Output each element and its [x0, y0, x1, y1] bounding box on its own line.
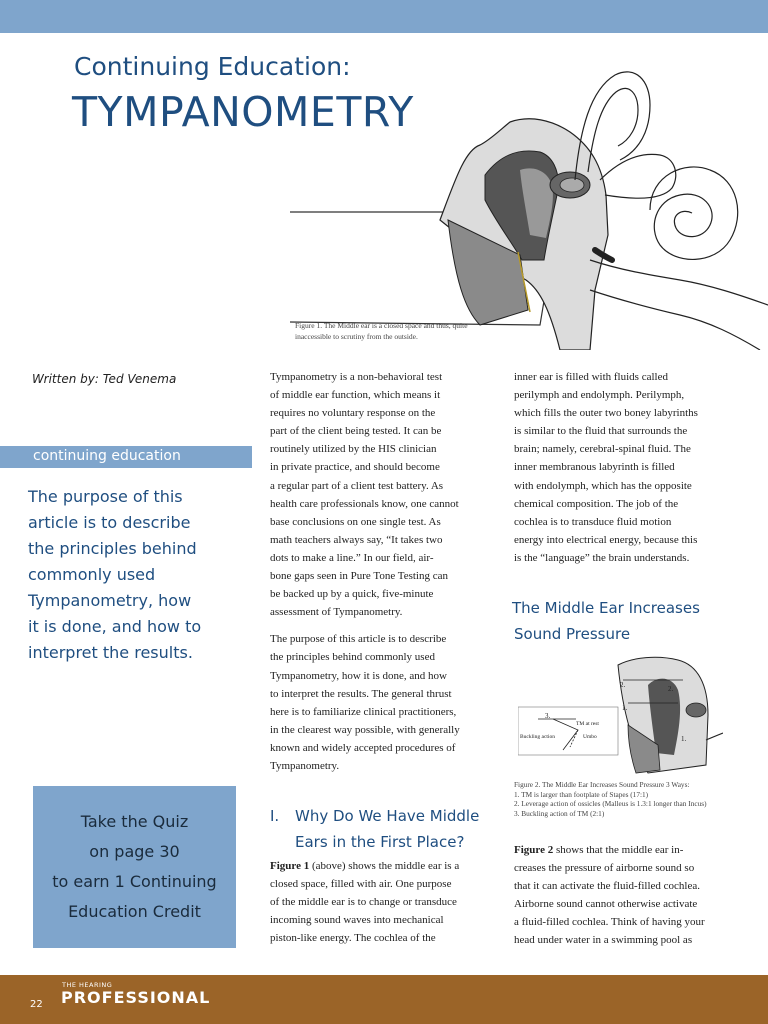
text-line: be backed up by a quick, five-minute: [270, 588, 434, 601]
text-line: of the middle ear is to change or transduce: [270, 896, 457, 909]
text-line: that it can activate the fluid-filled cochlea.: [514, 880, 700, 893]
article-column-1-continued: [270, 857, 495, 947]
figure1-caption: Figure 1. The Middle ear is a closed space and thus, quite inaccessible to scrutiny from the outside.: [295, 321, 468, 341]
quiz-callout: [33, 786, 236, 948]
text-line: is similar to the fluid that surrounds the: [514, 425, 688, 438]
text-line: head under water in a swimming pool as: [514, 934, 693, 947]
text-line: to interpret the results. The general thrust: [270, 687, 452, 700]
page-number: 22: [30, 999, 43, 1010]
quiz-line: Education Credit: [68, 902, 201, 921]
section-heading-number: I.: [270, 807, 280, 825]
text-line: Airborne sound cannot otherwise activate: [514, 898, 698, 911]
text-line: with endolymph, which has the opposite: [514, 479, 692, 492]
paragraph: [270, 630, 495, 775]
purpose-line: the principles behind: [28, 539, 197, 558]
figure2-label-2b: 2.: [668, 685, 674, 693]
caption-line: Figure 2. The Middle Ear Increases Sound Pressure 3 Ways:: [514, 780, 690, 789]
text-line: The purpose of this article is to describe: [270, 633, 447, 646]
article-column-2-continued: [514, 841, 754, 950]
author-byline: Written by: Ted Venema: [32, 372, 177, 386]
text-line: Tympanometry.: [270, 759, 340, 772]
text-line: inner membranous labyrinth is filled: [514, 461, 675, 474]
page-title: TYMPANOMETRY: [72, 88, 414, 136]
figure2-label-tm: TM at rest: [576, 721, 599, 727]
quiz-line: Take the Quiz: [80, 812, 189, 831]
text-line: in the clearest way possible, with generally: [270, 723, 460, 736]
figure2-label-buckling: Buckling action: [520, 734, 555, 740]
caption-line: 3. Buckling action of TM (2:1): [514, 808, 605, 818]
publication-logo-top: THE HEARING: [62, 981, 113, 989]
text-line: piston-like energy. The cochlea of the: [270, 932, 436, 945]
figure2-caption: [514, 780, 754, 818]
sound-pressure-figure: [518, 655, 723, 780]
text-line: is the “language” the brain understands.: [514, 551, 690, 564]
purpose-line: interpret the results.: [28, 643, 193, 662]
caption-line: 1. TM is larger than footplate of Stapes (17:1): [514, 789, 649, 799]
caption-line: 2. Leverage action of ossicles (Malleus is 1.3:1 longer than Incus): [514, 799, 707, 809]
text-line: [270, 857, 495, 875]
text-line: cochlea is to transduce fluid motion: [514, 515, 672, 528]
text-line: [514, 841, 754, 859]
text-line: Tympanometry is a non-behavioral test: [270, 371, 443, 383]
paragraph: [270, 368, 495, 621]
text-line: bone gaps seen in Pure Tone Testing can: [270, 570, 448, 583]
section-heading-1-cont: Ears in the First Place?: [295, 833, 465, 851]
purpose-pullquote: [28, 484, 238, 666]
text-line: part of the client being tested. It can be: [270, 425, 442, 438]
text-line: energy into electrical energy, because this: [514, 533, 698, 546]
title-kicker: Continuing Education:: [74, 52, 351, 81]
text-line: chemical composition. The job of the: [514, 497, 679, 510]
quiz-line: on page 30: [89, 842, 180, 861]
section-label-bar: [0, 446, 252, 468]
text-line: incoming sound waves into mechanical: [270, 914, 444, 927]
figure2-label-3: 3.: [545, 712, 551, 720]
section-heading-1: Why Do We Have Middle: [295, 807, 480, 825]
figure-ref: Figure 1: [270, 860, 310, 872]
ear-anatomy-figure: [290, 60, 768, 350]
text-line: here is to familiarize clinical practitioners,: [270, 705, 457, 718]
figure2-label-2a: 2.: [620, 681, 626, 689]
text-line: assessment of Tympanometry.: [270, 606, 403, 619]
purpose-line: commonly used: [28, 565, 156, 584]
text-line: perilymph and endolymph. Perilymph,: [514, 389, 685, 402]
publication-logo: PROFESSIONAL: [61, 988, 211, 1007]
figure2-label-1b: 1.: [681, 735, 687, 743]
text-line: in private practice, and should become: [270, 461, 440, 474]
article-column-2: [514, 368, 754, 567]
purpose-line: it is done, and how to: [28, 617, 202, 636]
text-fragment: (above) shows the middle ear is a: [309, 860, 460, 872]
text-line: requires no voluntary response on the: [270, 407, 436, 420]
purpose-line: article is to describe: [28, 513, 191, 532]
text-line: closed space, filled with air. One purpose: [270, 878, 452, 891]
text-line: a fluid-filled cochlea. Think of having your: [514, 916, 705, 929]
text-line: the principles behind commonly used: [270, 651, 435, 664]
figure-ref: Figure 2: [514, 844, 554, 856]
quiz-line: to earn 1 Continuing: [52, 872, 217, 891]
text-line: brain; namely, cerebral-spinal fluid. The: [514, 443, 691, 456]
text-line: routinely utilized by the HIS clinician: [270, 443, 437, 456]
text-line: known and widely accepted procedures of: [270, 741, 456, 754]
text-fragment: shows that the middle ear in-: [553, 844, 684, 856]
top-banner: [0, 0, 768, 33]
text-line: health care professionals know, one cannot: [270, 497, 459, 510]
purpose-line: The purpose of this: [28, 487, 183, 506]
section-heading-2-cont: Sound Pressure: [514, 625, 631, 643]
text-line: base conclusions on one single test. As: [270, 515, 441, 528]
text-line: which fills the outer two boney labyrinths: [514, 407, 698, 420]
text-line: of middle ear function, which means it: [270, 389, 441, 402]
purpose-line: Tympanometry, how: [28, 591, 192, 610]
text-line: creases the pressure of airborne sound so: [514, 862, 695, 875]
figure2-label-umbo: Umbo: [583, 734, 597, 740]
text-line: dots to make a line.” In our field, air-: [270, 551, 434, 564]
section-label: continuing education: [33, 448, 181, 464]
section-heading-2: The Middle Ear Increases: [512, 599, 700, 617]
figure2-label-1a: 1.: [622, 704, 628, 712]
text-line: inner ear is filled with fluids called: [514, 371, 668, 383]
text-line: Tympanometry, how it is done, and how: [270, 669, 447, 682]
article-column-1: [270, 368, 495, 775]
text-line: math teachers always say, “It takes two: [270, 533, 443, 546]
text-line: a regular part of a client test battery. As: [270, 479, 444, 492]
